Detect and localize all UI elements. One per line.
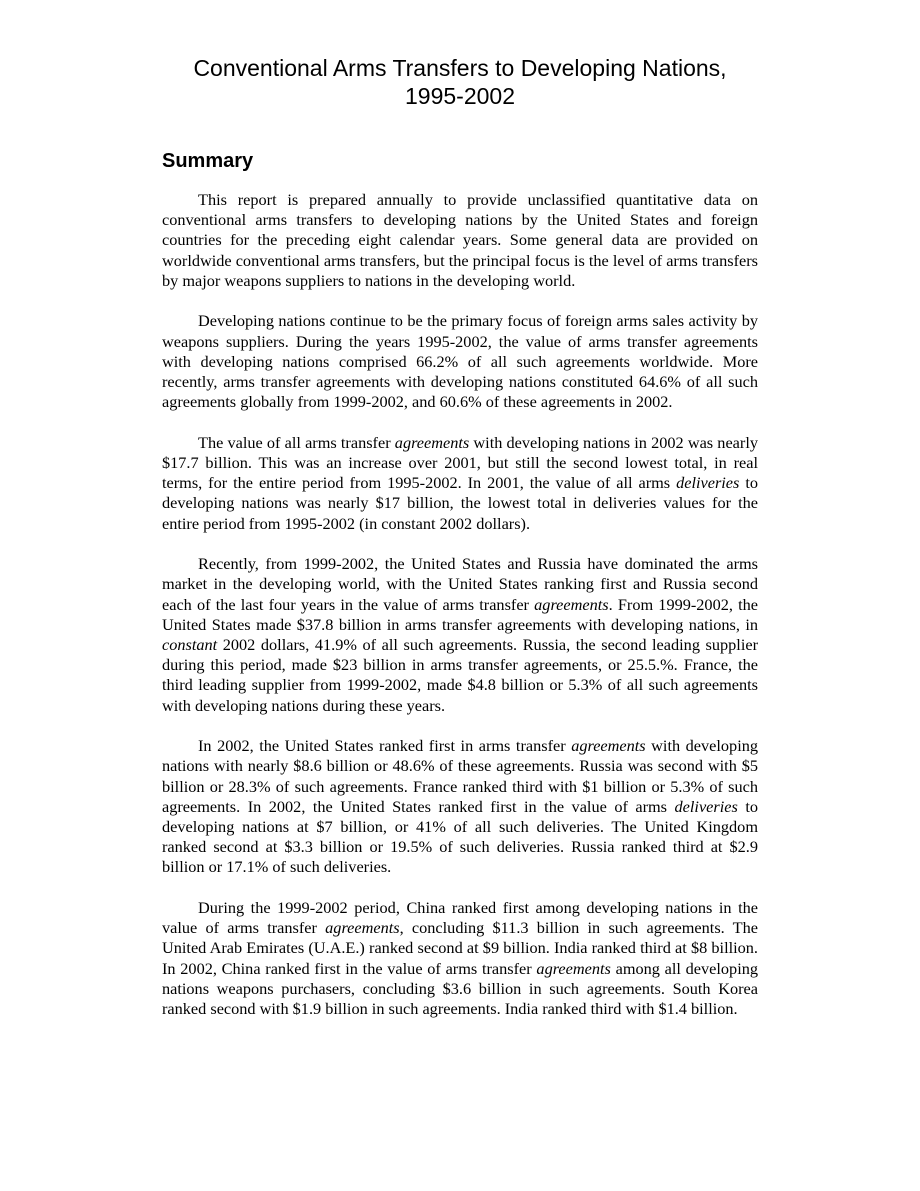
- paragraph: [162, 433, 758, 534]
- emphasized-text: agreements: [325, 918, 400, 938]
- paragraph-text: among all developing nations weapons purchasers, concluding $3.6 billion in such agreements. South Korea ranked second with $1.9 billion in such agreements. India ranked third with $1.4 billion.: [162, 958, 759, 1019]
- summary-body: [162, 190, 758, 1019]
- paragraph: [162, 311, 758, 412]
- paragraph-text: During the 1999-2002 period, China ranked first among developing nations in the value of arms transfer: [162, 898, 758, 938]
- emphasized-text: agreements: [571, 736, 646, 756]
- document-title-line-2: 1995-2002: [405, 83, 515, 109]
- paragraph-text: Developing nations continue to be the primary focus of foreign arms sales activity by weapons suppliers. During the years 1995-2002, the value of arms transfer agreements with developing nations comprised 66.2% of all such agreements worldwide. More recently, arms transfer agreements with developing nations constituted 64.6% of all such agreements globally from 1999-2002, and 60.6% of these agreements in 2002.: [162, 311, 758, 412]
- paragraph: [162, 554, 758, 716]
- paragraph-text: 2002 dollars, 41.9% of all such agreements. Russia, the second leading supplier during this period, made $23 billion in arms transfer agreements, or 25.5.%. France, the third leading supplier from 1999-2002, made $4.8 billion or 5.3% of all such agreements with developing nations during these years.: [162, 635, 758, 715]
- section-heading-summary: Summary: [162, 150, 254, 172]
- paragraph: [162, 898, 758, 1019]
- paragraph-text: This report is prepared annually to provide unclassified quantitative data on conventional arms transfers to developing nations by the United States and foreign countries for the preceding eight calendar years. Some general data are provided on worldwide conventional arms transfers, but the principal focus is the level of arms transfers by major weapons suppliers to nations in the developing world.: [162, 190, 758, 290]
- paragraph-text: to developing nations at $7 billion, or 41% of all such deliveries. The United Kingdom ranked second at $3.3 billion or 19.5% of such deliveries. Russia ranked third at $2.9 billion or 17.1% of such deliveries.: [162, 796, 758, 877]
- emphasized-text: agreements: [534, 594, 609, 614]
- paragraph-text: The value of all arms transfer: [198, 432, 395, 452]
- paragraph: [162, 736, 758, 877]
- paragraph-text: with developing nations in 2002 was nearly $17.7 billion. This was an increase over 2001, but still the second lowest total, in real terms, for the entire period from 1995-2002. In 2001, the value of all arms: [162, 432, 758, 493]
- paragraph-text: In 2002, the United States ranked first in arms transfer: [198, 736, 572, 756]
- emphasized-text: constant: [162, 635, 218, 655]
- document-page: [162, 54, 758, 1019]
- emphasized-text: deliveries: [674, 796, 738, 816]
- paragraph-text: . From 1999-2002, the United States made $37.8 billion in arms transfer agreements with developing nations, in: [162, 594, 758, 634]
- paragraph-text: with developing nations with nearly $8.6 billion or 48.6% of these agreements. Russia was second with $5 billion or 28.3% of such agreements. France ranked third with $1 billion or 5.3% of such agreements. In 2002, the United States ranked first in the value of arms: [162, 736, 758, 816]
- document-title: [162, 54, 758, 110]
- emphasized-text: deliveries: [676, 473, 740, 493]
- document-title-line-1: Conventional Arms Transfers to Developing Nations,: [193, 55, 727, 81]
- emphasized-text: agreements: [394, 432, 470, 452]
- paragraph-text: , concluding $11.3 billion in such agreements. The United Arab Emirates (U.A.E.) ranked second at $9 billion. India ranked third at $8 billion. In 2002, China ranked first in the value of arms transfer: [162, 918, 758, 978]
- paragraph-text: to developing nations was nearly $17 billion, the lowest total in deliveries values for the entire period from 1995-2002 (in constant 2002 dollars).: [162, 473, 758, 533]
- paragraph-text: Recently, from 1999-2002, the United States and Russia have dominated the arms market in the developing world, with the United States ranking first and Russia second each of the last four years in the value of arms transfer: [162, 554, 758, 614]
- emphasized-text: agreements: [536, 958, 611, 978]
- paragraph: [162, 190, 758, 291]
